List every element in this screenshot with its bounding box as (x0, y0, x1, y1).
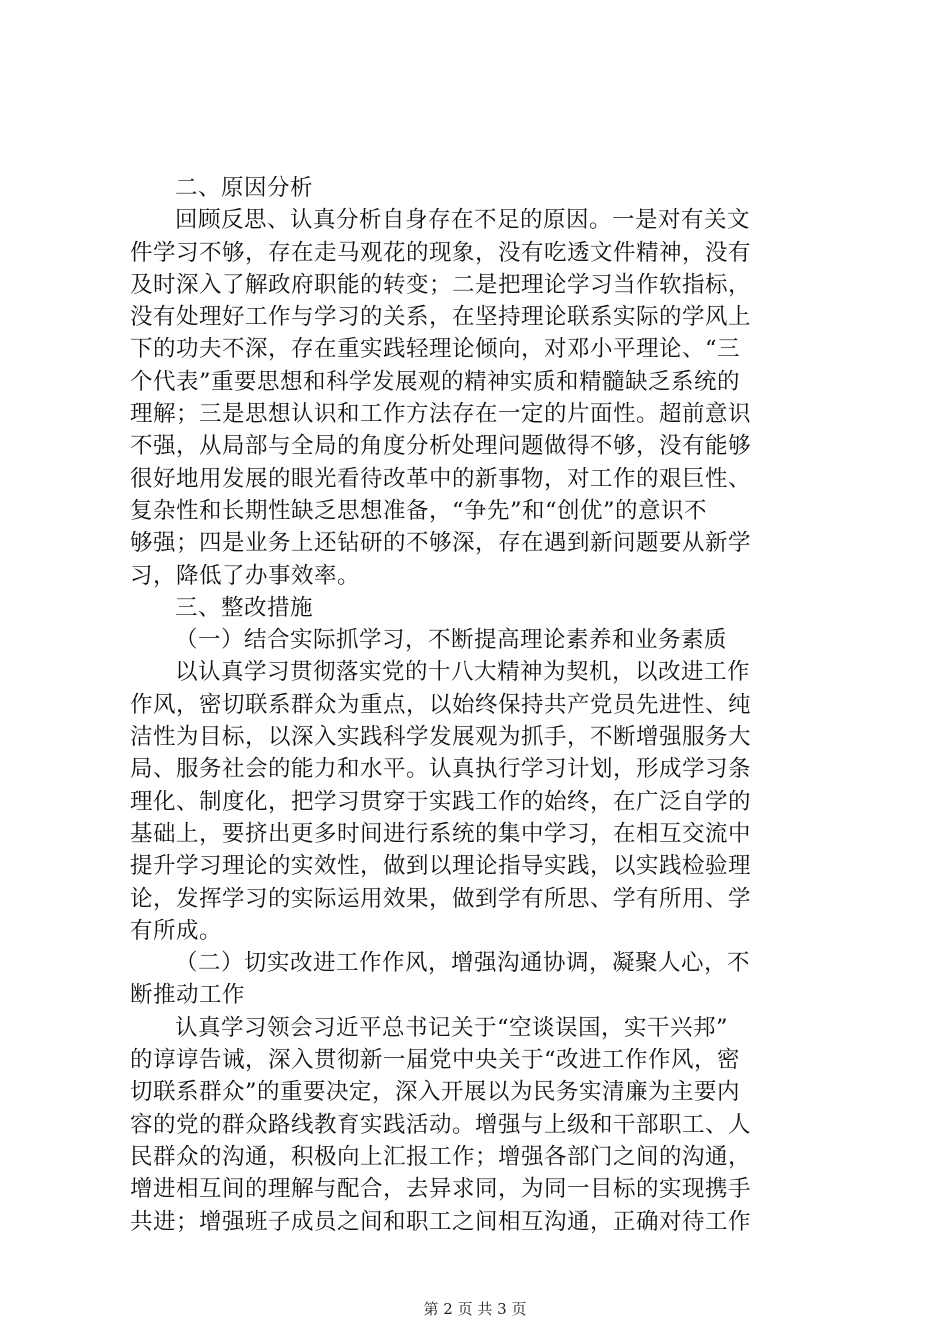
paragraph-line: 个代表”重要思想和科学发展观的精神实质和精髓缺乏系统的 (130, 368, 741, 395)
subsection-heading-2: （二）切实改进工作作风，增强沟通协调，凝聚人心，不 (175, 950, 751, 977)
paragraph-line: 及时深入了解政府职能的转变；二是把理论学习当作软指标， (130, 271, 752, 298)
paragraph-line: 不强，从局部与全局的角度分析处理问题做得不够，没有能够 (130, 433, 752, 460)
paragraph-line: 没有处理好工作与学习的关系，在坚持理论联系实际的学风上 (130, 304, 752, 331)
paragraph-line: 的谆谆告诫，深入贯彻新一届党中央关于“改进工作作风，密 (130, 1047, 741, 1074)
paragraph-line: 理化、制度化，把学习贯穿于实践工作的始终，在广泛自学的 (130, 788, 752, 815)
paragraph-line: 习，降低了办事效率。 (130, 562, 361, 589)
paragraph-line: 论，发挥学习的实际运用效果，做到学有所思、学有所用、学 (130, 885, 752, 912)
paragraph-line: 局、服务社会的能力和水平。认真执行学习计划，形成学习条 (130, 756, 752, 783)
paragraph-line: 够强；四是业务上还钻研的不够深，存在遇到新问题要从新学 (130, 530, 752, 557)
section-heading-reasons: 二、原因分析 (175, 175, 314, 201)
paragraph-line: 切联系群众”的重要决定，深入开展以为民务实清廉为主要内 (130, 1079, 741, 1106)
paragraph-line: 提升学习理论的实效性，做到以理论指导实践，以实践检验理 (130, 853, 752, 880)
paragraph-line: 共进；增强班子成员之间和职工之间相互沟通，正确对待工作 (130, 1208, 752, 1235)
paragraph-line: 容的党的群众路线教育实践活动。增强与上级和干部职工、人 (130, 1111, 752, 1138)
paragraph-line: 很好地用发展的眼光看待改革中的新事物，对工作的艰巨性、 (130, 465, 752, 492)
paragraph-line: 基础上，要挤出更多时间进行系统的集中学习，在相互交流中 (130, 820, 752, 847)
subsection-heading-2-cont: 断推动工作 (130, 982, 246, 1009)
document-body (130, 172, 830, 1238)
subsection-heading-1: （一）结合实际抓学习，不断提高理论素养和业务素质 (175, 627, 728, 654)
paragraph-line: 复杂性和长期性缺乏思想准备，“争先”和“创优”的意识不 (130, 497, 708, 524)
paragraph-line: 以认真学习贯彻落实党的十八大精神为契机，以改进工作 (175, 659, 751, 686)
paragraph-line: 下的功夫不深，存在重实践轻理论倾向，对邓小平理论、“三 (130, 336, 741, 363)
paragraph-line: 有所成。 (130, 917, 223, 944)
paragraph-line: 作风，密切联系群众为重点，以始终保持共产党员先进性、纯 (130, 691, 752, 718)
paragraph-line: 认真学习领会习近平总书记关于“空谈误国，实干兴邦” (175, 1014, 729, 1041)
page-number-footer: 第 2 页 共 3 页 (423, 1300, 527, 1318)
paragraph-line: 理解；三是思想认识和工作方法存在一定的片面性。超前意识 (130, 401, 752, 428)
section-heading-measures: 三、整改措施 (175, 594, 314, 621)
paragraph-line: 洁性为目标，以深入实践科学发展观为抓手，不断增强服务大 (130, 724, 752, 751)
paragraph-line: 增进相互间的理解与配合，去异求同，为同一目标的实现携手 (130, 1176, 752, 1203)
paragraph-line: 件学习不够，存在走马观花的现象，没有吃透文件精神，没有 (130, 239, 752, 266)
paragraph-line: 回顾反思、认真分析自身存在不足的原因。一是对有关文 (175, 207, 751, 234)
paragraph-line: 民群众的沟通，积极向上汇报工作；增强各部门之间的沟通， (130, 1143, 752, 1170)
